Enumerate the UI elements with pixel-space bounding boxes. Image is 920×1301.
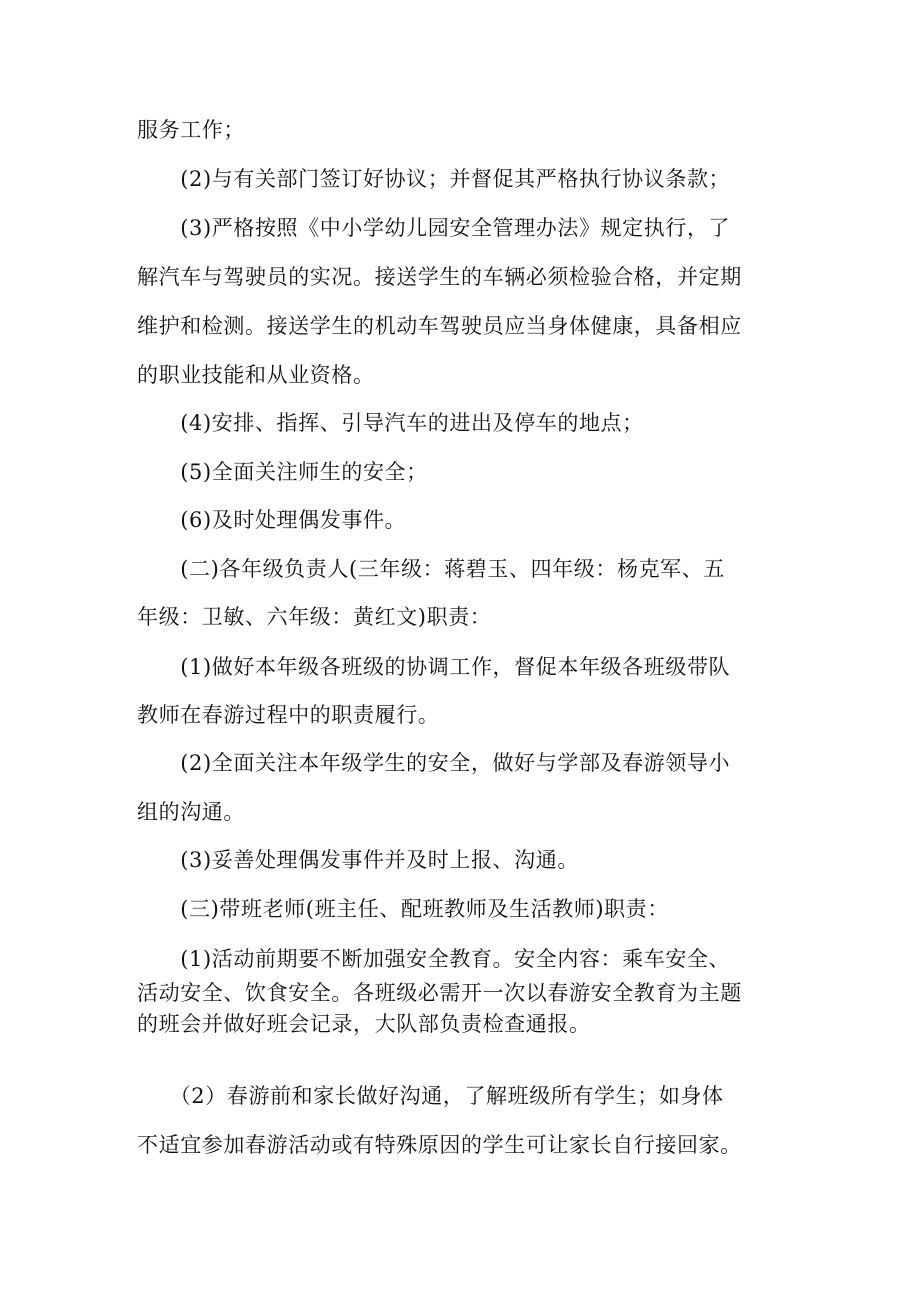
text-line: (2)与有关部门签订好协议；并督促其严格执行协议条款； (137, 167, 731, 191)
text-line: (4)安排、指挥、引导汽车的进出及停车的地点； (137, 411, 644, 435)
text-line: 不适宜参加春游活动或有特殊原因的学生可让家长自行接回家。 (137, 1133, 742, 1157)
text-line: 组的沟通。 (137, 800, 245, 824)
text-line: 维护和检测。接送学生的机动车驾驶员应当身体健康，具备相应 (137, 314, 742, 338)
text-line: (三)带班老师(班主任、配班教师及生活教师)职责： (137, 897, 669, 921)
text-line: 的班会并做好班会记录，大队部负责检查通报。 (137, 1012, 591, 1036)
text-line: 教师在春游过程中的职责履行。 (137, 703, 440, 727)
text-line: (二)各年级负责人(三年级：蒋碧玉、四年级：杨克军、五 (137, 557, 725, 581)
text-line: 服务工作； (137, 118, 245, 142)
text-line: (5)全面关注师生的安全； (137, 460, 428, 484)
text-line: 解汽车与驾驶员的实况。接送学生的车辆必须检验合格，并定期 (137, 265, 742, 289)
text-line: 年级：卫敏、六年级：黄红文)职责： (137, 605, 492, 629)
text-line: (2)全面关注本年级学生的安全，做好与学部及春游领导小 (137, 751, 731, 775)
text-line: 活动安全、饮食安全。各班级必需开一次以春游安全教育为主题 (137, 981, 742, 1005)
text-line: （2）春游前和家长做好沟通，了解班级所有学生；如身体 (137, 1084, 724, 1108)
text-line: 的职业技能和从业资格。 (137, 363, 375, 387)
text-line: (1)做好本年级各班级的协调工作，督促本年级各班级带队 (137, 655, 731, 679)
text-line: (3)妥善处理偶发事件并及时上报、沟通。 (137, 848, 579, 872)
text-line: (3)严格按照《中小学幼儿园安全管理办法》规定执行，了 (137, 216, 731, 240)
text-line: (1)活动前期要不断加强安全教育。安全内容：乘车安全、 (137, 947, 731, 971)
text-line: (6)及时处理偶发事件。 (137, 508, 407, 532)
